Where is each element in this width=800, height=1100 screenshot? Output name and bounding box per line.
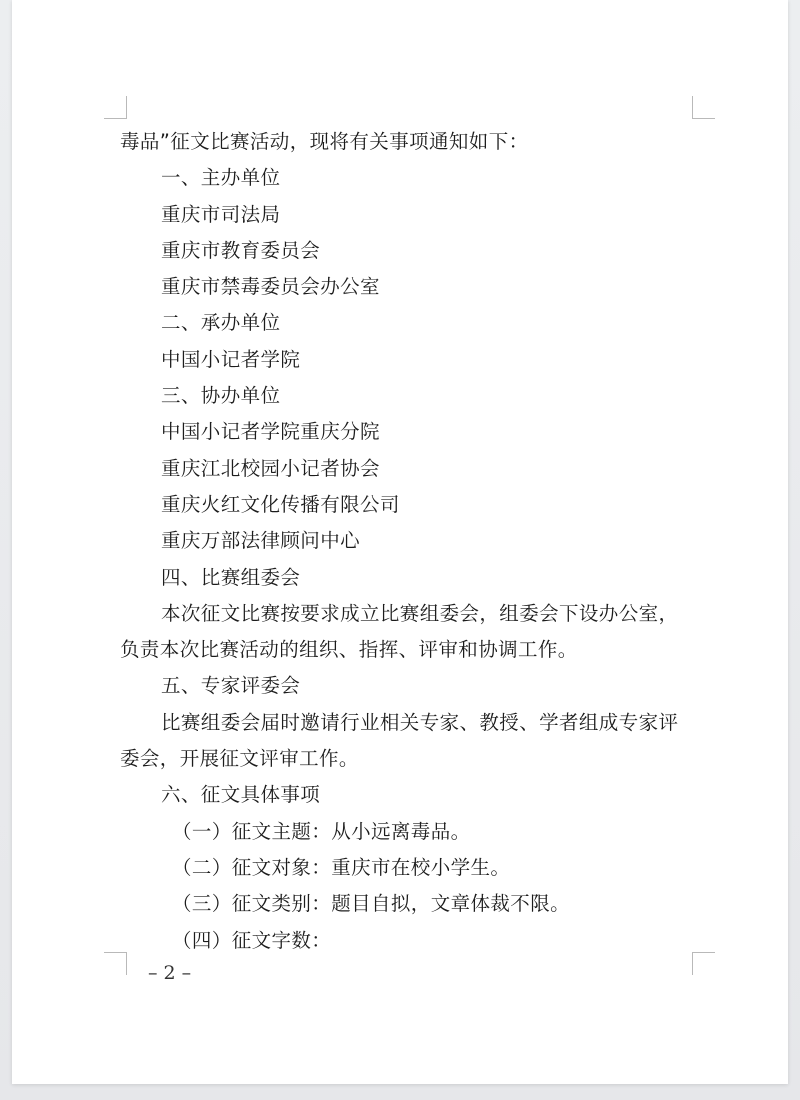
paragraph-line: 委会，开展征文评审工作。 <box>120 747 359 771</box>
list-item: 中国小记者学院重庆分院 <box>161 420 380 444</box>
list-item: 重庆市教育委员会 <box>161 238 321 262</box>
crop-mark-top-left <box>104 96 127 119</box>
section-heading-co-organizer: 三、协办单位 <box>161 384 281 408</box>
page-number: – 2 – <box>148 962 192 984</box>
crop-mark-top-right <box>692 96 715 119</box>
sub-item: （二）征文对象：重庆市在校小学生。 <box>172 855 511 879</box>
list-item: 重庆火红文化传播有限公司 <box>161 492 400 516</box>
paragraph-line: 毒品”征文比赛活动，现将有关事项通知如下： <box>120 130 529 153</box>
list-item: 重庆市禁毒委员会办公室 <box>161 275 380 299</box>
section-heading-essay-details: 六、征文具体事项 <box>161 783 321 807</box>
sub-item: （一）征文主题：从小远离毒品。 <box>172 819 471 843</box>
document-page <box>12 0 788 1084</box>
document-body <box>120 124 710 959</box>
list-item: 重庆万部法律顾问中心 <box>161 529 361 553</box>
sub-item: （三）征文类别：题目自拟，文章体裁不限。 <box>172 892 571 916</box>
paragraph-line: 本次征文比赛按要求成立比赛组委会，组委会下设办公室， <box>161 601 679 625</box>
section-heading-committee: 四、比赛组委会 <box>161 565 301 589</box>
list-item: 中国小记者学院 <box>161 347 301 371</box>
section-heading-expert-panel: 五、专家评委会 <box>161 674 301 698</box>
sub-item: （四）征文字数： <box>172 928 332 952</box>
section-heading-undertaker: 二、承办单位 <box>161 311 281 335</box>
list-item: 重庆江北校园小记者协会 <box>161 456 380 480</box>
section-heading-organizer: 一、主办单位 <box>161 166 281 190</box>
paragraph-line: 比赛组委会届时邀请行业相关专家、教授、学者组成专家评 <box>161 710 679 734</box>
paragraph-line: 负责本次比赛活动的组织、指挥、评审和协调工作。 <box>120 638 578 662</box>
list-item: 重庆市司法局 <box>161 202 281 226</box>
